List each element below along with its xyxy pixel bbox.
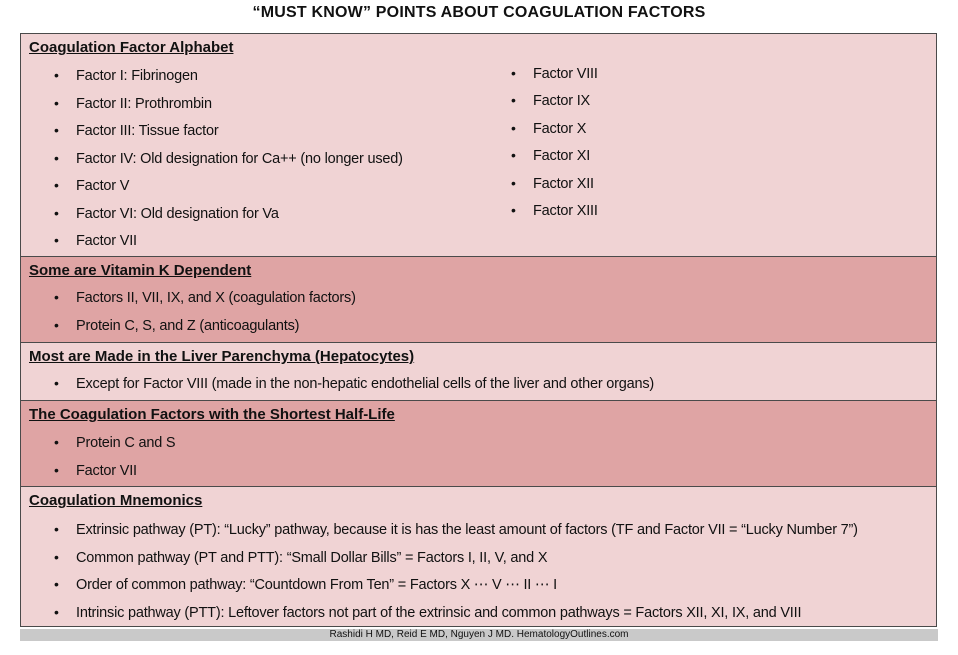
list-item: • Factor X	[533, 121, 586, 137]
footer-credit: Rashidi H MD, Reid E MD, Nguyen J MD. HematologyOutlines.com	[20, 629, 938, 641]
section-liver	[21, 343, 936, 401]
list-item: • Factor VI: Old designation for Va	[76, 206, 279, 222]
coagulation-table	[20, 33, 937, 627]
list-item: • Factors II, VII, IX, and X (coagulation factors)	[76, 290, 356, 306]
list-item: • Factor XIII	[533, 203, 598, 219]
list-item: • Order of common pathway: “Countdown From Ten” = Factors X ⋯ V ⋯ II ⋯ I	[76, 577, 557, 593]
list-item: • Factor VII	[76, 233, 137, 249]
list-item: • Except for Factor VIII (made in the non-hepatic endothelial cells of the liver and other organs)	[76, 376, 654, 392]
list-item: • Common pathway (PT and PTT): “Small Dollar Bills” = Factors I, II, V, and X	[76, 550, 547, 566]
section-half-life	[21, 401, 936, 487]
section-vitamin-k	[21, 257, 936, 343]
list-item: • Protein C, S, and Z (anticoagulants)	[76, 318, 299, 334]
section-heading: The Coagulation Factors with the Shortest Half-Life	[29, 406, 395, 423]
list-item: • Factor V	[76, 178, 129, 194]
list-item: • Factor III: Tissue factor	[76, 123, 218, 139]
list-item: • Factor XII	[533, 176, 594, 192]
list-item: • Extrinsic pathway (PT): “Lucky” pathway, because it is has the least amount of factors (TF and Factor VII = “Lucky Number 7”)	[76, 522, 858, 538]
list-item: • Factor VII	[76, 463, 137, 479]
list-item: • Factor IV: Old designation for Ca++ (no longer used)	[76, 151, 403, 167]
section-heading: Coagulation Mnemonics	[29, 492, 203, 509]
list-item: • Protein C and S	[76, 435, 175, 451]
section-mnemonics	[21, 487, 936, 626]
section-factor-alphabet	[21, 34, 936, 257]
list-item: • Factor IX	[533, 93, 590, 109]
list-item: • Factor II: Prothrombin	[76, 96, 212, 112]
section-heading: Coagulation Factor Alphabet	[29, 39, 234, 56]
page-title: “MUST KNOW” POINTS ABOUT COAGULATION FACTORS	[252, 4, 706, 21]
list-item: • Factor VIII	[533, 66, 598, 82]
list-item: • Factor I: Fibrinogen	[76, 68, 198, 84]
section-heading: Most are Made in the Liver Parenchyma (Hepatocytes)	[29, 348, 415, 365]
list-item: • Intrinsic pathway (PTT): Leftover factors not part of the extrinsic and common pathways = Factors XII, XI, IX, and VIII	[76, 605, 801, 621]
list-item: • Factor XI	[533, 148, 590, 164]
section-heading: Some are Vitamin K Dependent	[29, 262, 252, 279]
